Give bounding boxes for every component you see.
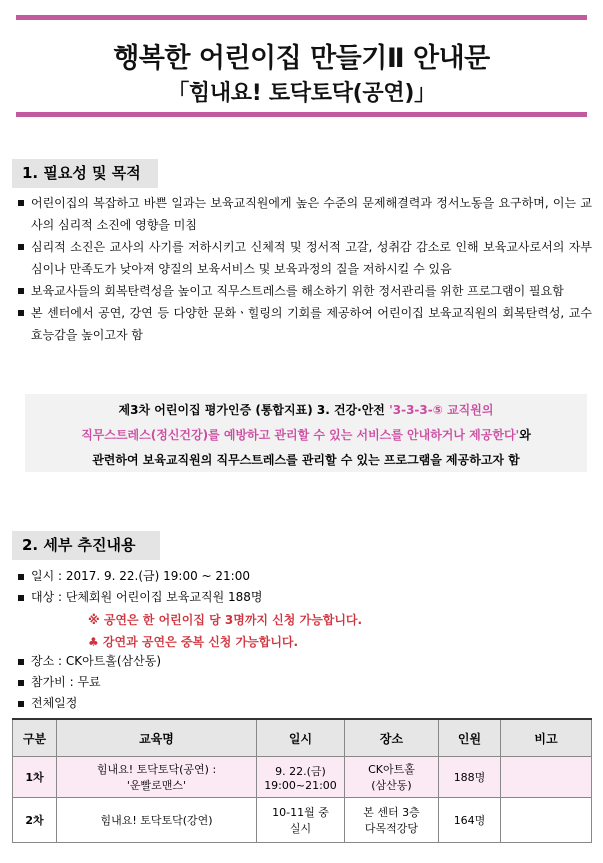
cell-note bbox=[501, 798, 592, 843]
cell-course bbox=[57, 757, 257, 798]
schedule-label: 전체일정 bbox=[14, 693, 592, 714]
cell-count: 188명 bbox=[439, 757, 501, 798]
course-line: 힘내요! 토닥토닥(강연) bbox=[100, 814, 213, 827]
header-round: 구분 bbox=[13, 719, 57, 757]
date-line: 실시 bbox=[289, 822, 312, 835]
list-item: 보육교사들의 회복탄력성을 높이고 직무스트레스를 해소하기 위한 정서관리를 위한 프로그램이 필요함 bbox=[14, 280, 592, 302]
event-fee: 참가비 : 무료 bbox=[14, 672, 592, 693]
event-place: 장소 : CK아트홀(삼산동) bbox=[14, 651, 592, 672]
callout-line-1 bbox=[25, 398, 587, 423]
course-line: '운빨로맨스' bbox=[126, 779, 187, 792]
cell-date bbox=[257, 757, 345, 798]
details-bullet-list-top bbox=[14, 566, 592, 608]
date-line: 19:00~21:00 bbox=[264, 778, 337, 792]
duplicate-note: ♣ 강연과 공연은 중복 신청 가능합니다. bbox=[88, 635, 299, 649]
list-item: 심리적 소진은 교사의 사기를 저하시키고 신체적 및 정서적 고갈, 성취감 감소로 인해 보육교사로서의 자부심이나 만족도가 낮아져 양질의 보육서비스 및 보육과정의 질을 저하시킬 수 있음 bbox=[14, 236, 592, 280]
details-bullet-list-bottom bbox=[14, 651, 592, 714]
schedule-table bbox=[12, 718, 592, 843]
header-note: 비고 bbox=[501, 719, 592, 757]
header-place: 장소 bbox=[345, 719, 439, 757]
event-target: 대상 : 단체회원 어린이집 보육교직원 188명 bbox=[14, 587, 592, 608]
title-bottom-rule bbox=[16, 112, 587, 117]
page-title: 행복한 어린이집 만들기Ⅱ 안내문 bbox=[113, 43, 490, 74]
cell-round: 2차 bbox=[13, 798, 57, 843]
cell-place bbox=[345, 757, 439, 798]
header-course: 교육명 bbox=[57, 719, 257, 757]
event-date: 일시 : 2017. 9. 22.(금) 19:00 ~ 21:00 bbox=[14, 566, 592, 587]
date-line: 10-11월 중 bbox=[272, 806, 329, 819]
list-item: 어린이집의 복잡하고 바쁜 일과는 보육교직원에게 높은 수준의 문제해결력과 정서노동을 요구하며, 이는 교사의 심리적 소진에 영향을 미침 bbox=[14, 192, 592, 236]
place-line: 다목적강당 bbox=[364, 822, 419, 835]
table-row bbox=[13, 798, 592, 843]
page-subtitle: 「힘내요! 토닥토닥(공연)」 bbox=[167, 81, 436, 106]
header-count: 인원 bbox=[439, 719, 501, 757]
callout-text: 제3차 어린이집 평가인증 (통합지표) 3. 건강·안전 bbox=[118, 403, 390, 417]
callout-text: 와 bbox=[519, 428, 531, 442]
section-heading-purpose: 1. 필요성 및 목적 bbox=[12, 159, 158, 188]
cell-course bbox=[57, 798, 257, 843]
list-item: 본 센터에서 공연, 강연 등 다양한 문화ㆍ힐링의 기회를 제공하여 어린이집 보육교직원의 회복탄력성, 교수효능감을 높이고자 함 bbox=[14, 302, 592, 346]
capacity-note: ※ 공연은 한 어린이집 당 3명까지 신청 가능합니다. bbox=[88, 613, 363, 627]
table-header-row bbox=[13, 719, 592, 757]
callout-line-2 bbox=[25, 423, 587, 448]
course-line: 힘내요! 토닥토닥(공연) : bbox=[96, 763, 217, 776]
cell-place bbox=[345, 798, 439, 843]
section-heading-details: 2. 세부 추진내용 bbox=[12, 531, 160, 560]
purpose-bullet-list bbox=[14, 192, 592, 346]
table-row bbox=[13, 757, 592, 798]
callout-line-3: 관련하여 보육교직원의 직무스트레스를 관리할 수 있는 프로그램을 제공하고자 함 bbox=[92, 453, 520, 467]
place-line: (삼산동) bbox=[371, 779, 412, 792]
cell-round: 1차 bbox=[13, 757, 57, 798]
cell-count: 164명 bbox=[439, 798, 501, 843]
place-line: CK아트홀 bbox=[368, 763, 415, 776]
callout-highlight: '3-3-3-⑤ 교직원의 bbox=[389, 403, 494, 417]
top-rule bbox=[16, 15, 587, 20]
accreditation-callout bbox=[25, 394, 587, 472]
header-date: 일시 bbox=[257, 719, 345, 757]
cell-note bbox=[501, 757, 592, 798]
callout-highlight: 직무스트레스(정신건강)를 예방하고 관리할 수 있는 서비스를 안내하거나 제공한다' bbox=[81, 428, 520, 442]
place-line: 본 센터 3층 bbox=[363, 806, 420, 819]
date-line: 9. 22.(금) bbox=[275, 764, 326, 778]
cell-date bbox=[257, 798, 345, 843]
